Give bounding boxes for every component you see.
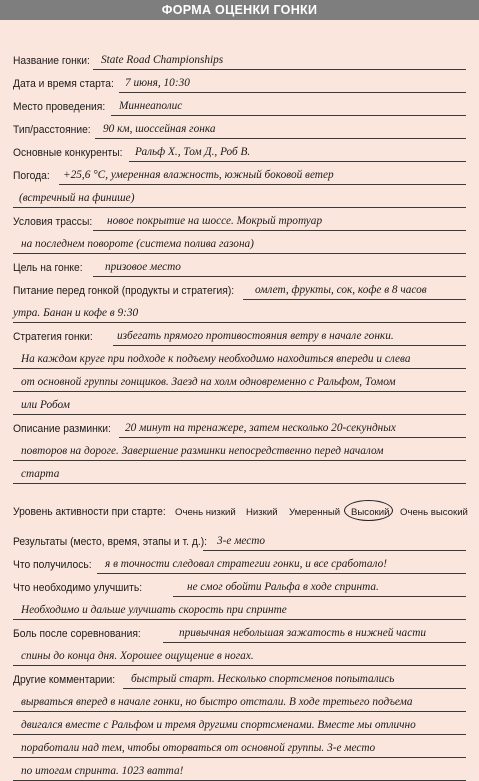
pain-row-2 [13, 645, 466, 666]
course-row-2 [13, 233, 466, 254]
warmup-line-2 [13, 460, 466, 461]
weather-label: Погода: [13, 170, 50, 182]
weather-row-1 [13, 164, 466, 185]
comments-row-5 [13, 760, 466, 781]
comments-value-line-5[interactable]: по итогам спринта. 1023 ватта! [21, 763, 184, 777]
pain-value-line-1[interactable]: привычная небольшая зажатость в нижней части [179, 625, 426, 639]
went-well-label: Что получилось: [13, 559, 92, 571]
competitors-row [13, 141, 466, 162]
nutrition-row-2 [13, 302, 466, 323]
pain-line-2 [13, 665, 466, 666]
strategy-value-line-2[interactable]: На каждом круге при подходе к подъему необходимо находиться впереди и слева [21, 351, 411, 365]
warmup-line-1 [119, 437, 466, 438]
type-distance-value[interactable]: 90 км, шоссейная гонка [103, 121, 216, 135]
strategy-line-4 [13, 414, 466, 415]
went-well-row [13, 553, 466, 574]
course-line-2 [13, 253, 466, 254]
improve-value-line-2[interactable]: Необходимо и дальше улучшать скорость при спринте [21, 602, 287, 616]
activation-option-high[interactable]: Высокий [351, 507, 390, 518]
comments-row-3 [13, 714, 466, 735]
went-well-line [97, 573, 466, 574]
comments-row-1 [13, 668, 466, 689]
comments-value-line-4[interactable]: поработали над тем, чтобы оторваться от основной группы. 3-е место [21, 740, 376, 754]
warmup-row-3 [13, 463, 466, 484]
comments-line-3 [13, 734, 466, 735]
weather-row-2 [13, 187, 466, 208]
comments-line-4 [13, 757, 466, 758]
went-well-value[interactable]: я в точности следовал стратегии гонки, и все сработало! [105, 556, 387, 570]
comments-label: Другие комментарии: [13, 674, 116, 686]
comments-value-line-2[interactable]: вырваться вперед в начале гонки, но быстро отстали. В ходе третьего подъема [21, 694, 413, 708]
comments-value-line-1[interactable]: быстрый старт. Несколько спортсменов попытались [131, 671, 395, 685]
activation-option-low[interactable]: Низкий [246, 507, 278, 518]
improve-line-2 [13, 619, 466, 620]
course-value-line-2[interactable]: на последнем повороте (система полива газона) [21, 236, 254, 250]
goal-label: Цель на гонке: [13, 262, 83, 274]
location-label: Место проведения: [13, 101, 106, 113]
form-title: ФОРМА ОЦЕНКИ ГОНКИ [0, 0, 479, 20]
pain-line-1 [163, 642, 466, 643]
improve-row-2 [13, 599, 466, 620]
results-value[interactable]: 3-е место [217, 533, 266, 547]
comments-row-2 [13, 691, 466, 712]
goal-value[interactable]: призовое место [105, 259, 181, 273]
race-name-value[interactable]: State Road Championships [101, 52, 224, 66]
improve-line-1 [173, 596, 466, 597]
strategy-row-3 [13, 371, 466, 392]
pain-label: Боль после соревнования: [13, 628, 141, 640]
location-line [111, 115, 466, 116]
strategy-row-1 [13, 325, 466, 346]
activation-label: Уровень активности при старте: [13, 506, 166, 518]
course-conditions-label: Условия трассы: [13, 216, 93, 228]
results-label: Результаты (место, время, этапы и т. д.): [13, 536, 208, 548]
date-time-line [119, 92, 466, 93]
weather-value-line-1[interactable]: +25,6 °C, умеренная влажность, южный боковой ветер [63, 167, 334, 181]
strategy-line-2 [13, 368, 466, 369]
strategy-label: Стратегия гонки: [13, 331, 93, 343]
activation-option-very-low[interactable]: Очень низкий [175, 507, 236, 518]
activation-option-moderate[interactable]: Умеренный [289, 507, 341, 518]
activation-row [13, 500, 466, 521]
comments-row-4 [13, 737, 466, 758]
warmup-value-line-3[interactable]: старта [21, 466, 60, 480]
strategy-value-line-1[interactable]: избегать прямого противостояния ветру в начале гонки. [117, 328, 394, 342]
comments-value-line-3[interactable]: двигался вместе с Ральфом и тремя другими спортсменами. Вместе мы отлично [21, 717, 416, 731]
warmup-value-line-1[interactable]: 20 минут на тренажере, затем несколько 20-секундных [125, 420, 396, 434]
strategy-row-4 [13, 394, 466, 415]
weather-value-line-2[interactable]: (встречный на финише) [19, 190, 135, 204]
warmup-row-2 [13, 440, 466, 461]
competitors-label: Основные конкуренты: [13, 147, 123, 159]
strategy-line-1 [113, 345, 466, 346]
date-time-label: Дата и время старта: [13, 78, 114, 90]
nutrition-row-1 [13, 279, 466, 300]
type-distance-label: Тип/расстояние: [13, 124, 91, 136]
pain-row-1 [13, 622, 466, 643]
nutrition-label: Питание перед гонкой (продукты и стратегия): [13, 285, 235, 297]
comments-line-2 [13, 711, 466, 712]
pain-value-line-2[interactable]: спины до конца дня. Хорошее ощущение в ногах. [21, 648, 254, 662]
nutrition-line-1 [243, 299, 466, 300]
date-time-value[interactable]: 7 июня, 10:30 [125, 75, 190, 89]
warmup-line-3 [13, 483, 466, 484]
race-name-line [93, 69, 466, 70]
type-distance-line [95, 138, 466, 139]
strategy-row-2 [13, 348, 466, 369]
competitors-value[interactable]: Ральф Х., Том Д., Роб В. [135, 144, 251, 158]
strategy-line-3 [13, 391, 466, 392]
improve-label: Что необходимо улучшить: [13, 582, 143, 594]
goal-row [13, 256, 466, 277]
race-name-row [13, 49, 466, 70]
type-distance-row [13, 118, 466, 139]
nutrition-value-line-2[interactable]: утра. Банан и кофе в 9:30 [13, 305, 139, 319]
goal-line [93, 276, 466, 277]
strategy-value-line-3[interactable]: от основной группы гонщиков. Заезд на холм одновременно с Ральфом, Томом [21, 374, 396, 388]
location-row [13, 95, 466, 116]
warmup-label: Описание разминки: [13, 423, 111, 435]
course-value-line-1[interactable]: новое покрытие на шоссе. Мокрый тротуар [107, 213, 323, 227]
improve-row-1 [13, 576, 466, 597]
course-line-1 [93, 230, 466, 231]
race-name-label: Название гонки: [13, 55, 90, 67]
improve-value-line-1[interactable]: не смог обойти Ральфа в ходе спринта. [187, 579, 379, 593]
date-time-row [13, 72, 466, 93]
warmup-value-line-2[interactable]: повторов на дороге. Завершение разминки непосредственно перед началом [21, 443, 384, 457]
weather-line-2 [13, 207, 466, 208]
course-row-1 [13, 210, 466, 231]
weather-line-1 [59, 184, 466, 185]
results-row [13, 530, 466, 551]
strategy-value-line-4[interactable]: или Робом [21, 397, 70, 411]
location-value[interactable]: Миннеаполис [119, 98, 183, 112]
competitors-line [129, 161, 466, 162]
activation-option-very-high[interactable]: Очень высокий [400, 507, 468, 518]
nutrition-line-2 [13, 322, 466, 323]
results-line [203, 550, 466, 551]
comments-line-1 [123, 688, 466, 689]
warmup-row-1 [13, 417, 466, 438]
nutrition-value-line-1[interactable]: омлет, фрукты, сок, кофе в 8 часов [255, 282, 427, 296]
